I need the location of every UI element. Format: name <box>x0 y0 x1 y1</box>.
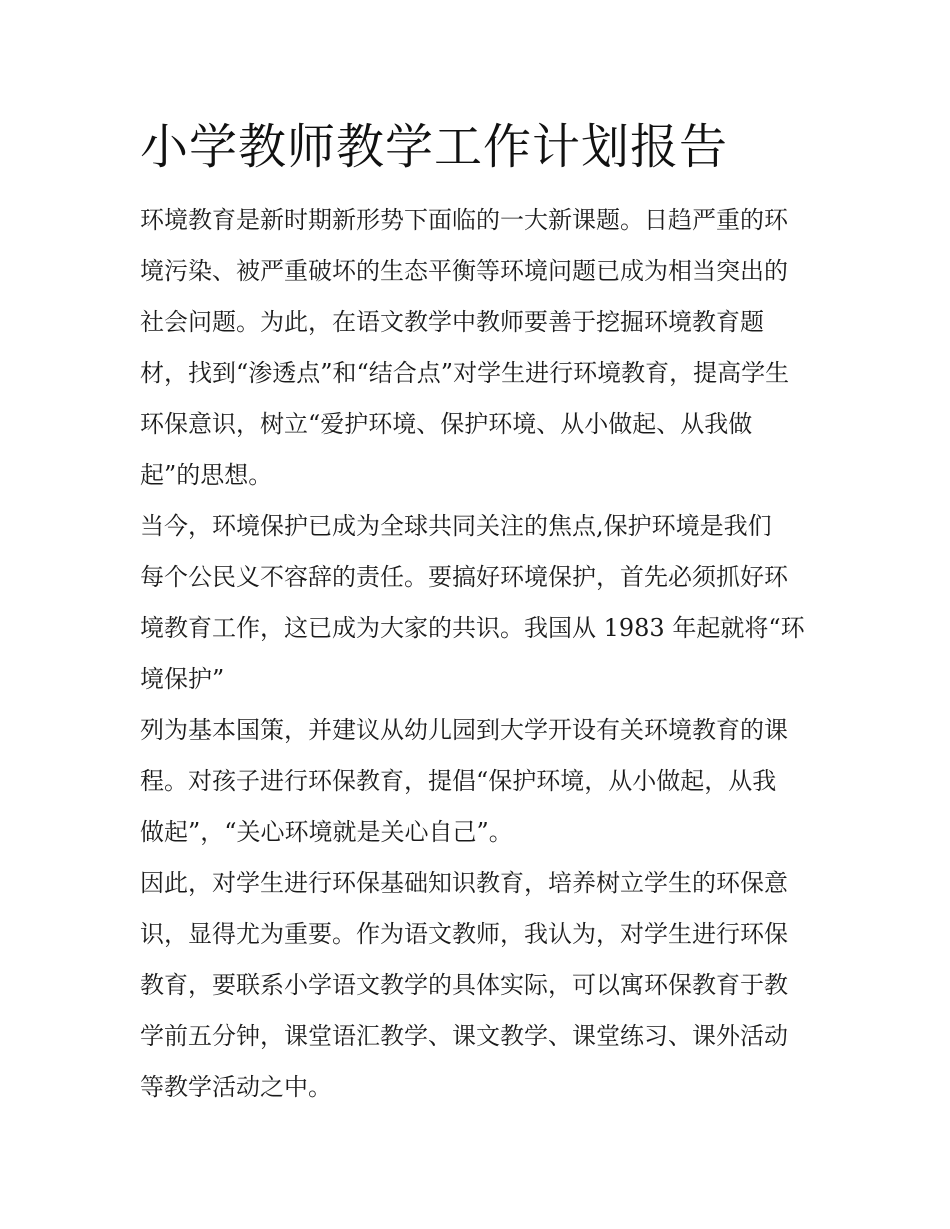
document-title: 小学教师教学工作计划报告 <box>140 119 729 175</box>
body-line-15: 识，显得尤为重要。作为语文教师，我认为，对学生进行环保 <box>140 920 788 948</box>
body-line-2: 境污染、被严重破坏的生态平衡等环境问题已成为相当突出的 <box>140 257 788 285</box>
body-line-4: 材，找到“渗透点”和“结合点”对学生进行环境教育，提高学生 <box>140 359 790 387</box>
body-line-11: 列为基本国策，并建议从幼儿园到大学开设有关环境教育的课 <box>140 716 788 744</box>
body-line-17: 学前五分钟，课堂语汇教学、课文教学、课堂练习、课外活动 <box>140 1022 788 1050</box>
body-line-13: 做起”，“关心环境就是关心自己”。 <box>140 818 513 846</box>
body-line-7: 当今，环境保护已成为全球共同关注的焦点,保护环境是我们 <box>140 512 772 540</box>
body-line-8: 每个公民义不容辞的责任。要搞好环境保护，首先必须抓好环 <box>140 563 788 591</box>
body-line-18: 等教学活动之中。 <box>140 1073 332 1101</box>
body-line-6: 起”的思想。 <box>140 461 273 489</box>
body-line-3: 社会问题。为此，在语文教学中教师要善于挖掘环境教育题 <box>140 308 764 336</box>
body-line-16: 教育，要联系小学语文教学的具体实际，可以寓环保教育于教 <box>140 971 788 999</box>
body-line-9: 境教育工作，这已成为大家的共识。我国从 1983 年起就将“环 <box>140 614 805 642</box>
body-line-1: 环境教育是新时期新形势下面临的一大新课题。日趋严重的环 <box>140 206 788 234</box>
body-line-5: 环保意识，树立“爱护环境、保护环境、从小做起、从我做 <box>140 410 753 438</box>
body-line-10: 境保护” <box>140 665 225 693</box>
body-line-12: 程。对孩子进行环保教育，提倡“保护环境，从小做起，从我 <box>140 767 777 795</box>
body-line-14: 因此，对学生进行环保基础知识教育，培养树立学生的环保意 <box>140 869 788 897</box>
